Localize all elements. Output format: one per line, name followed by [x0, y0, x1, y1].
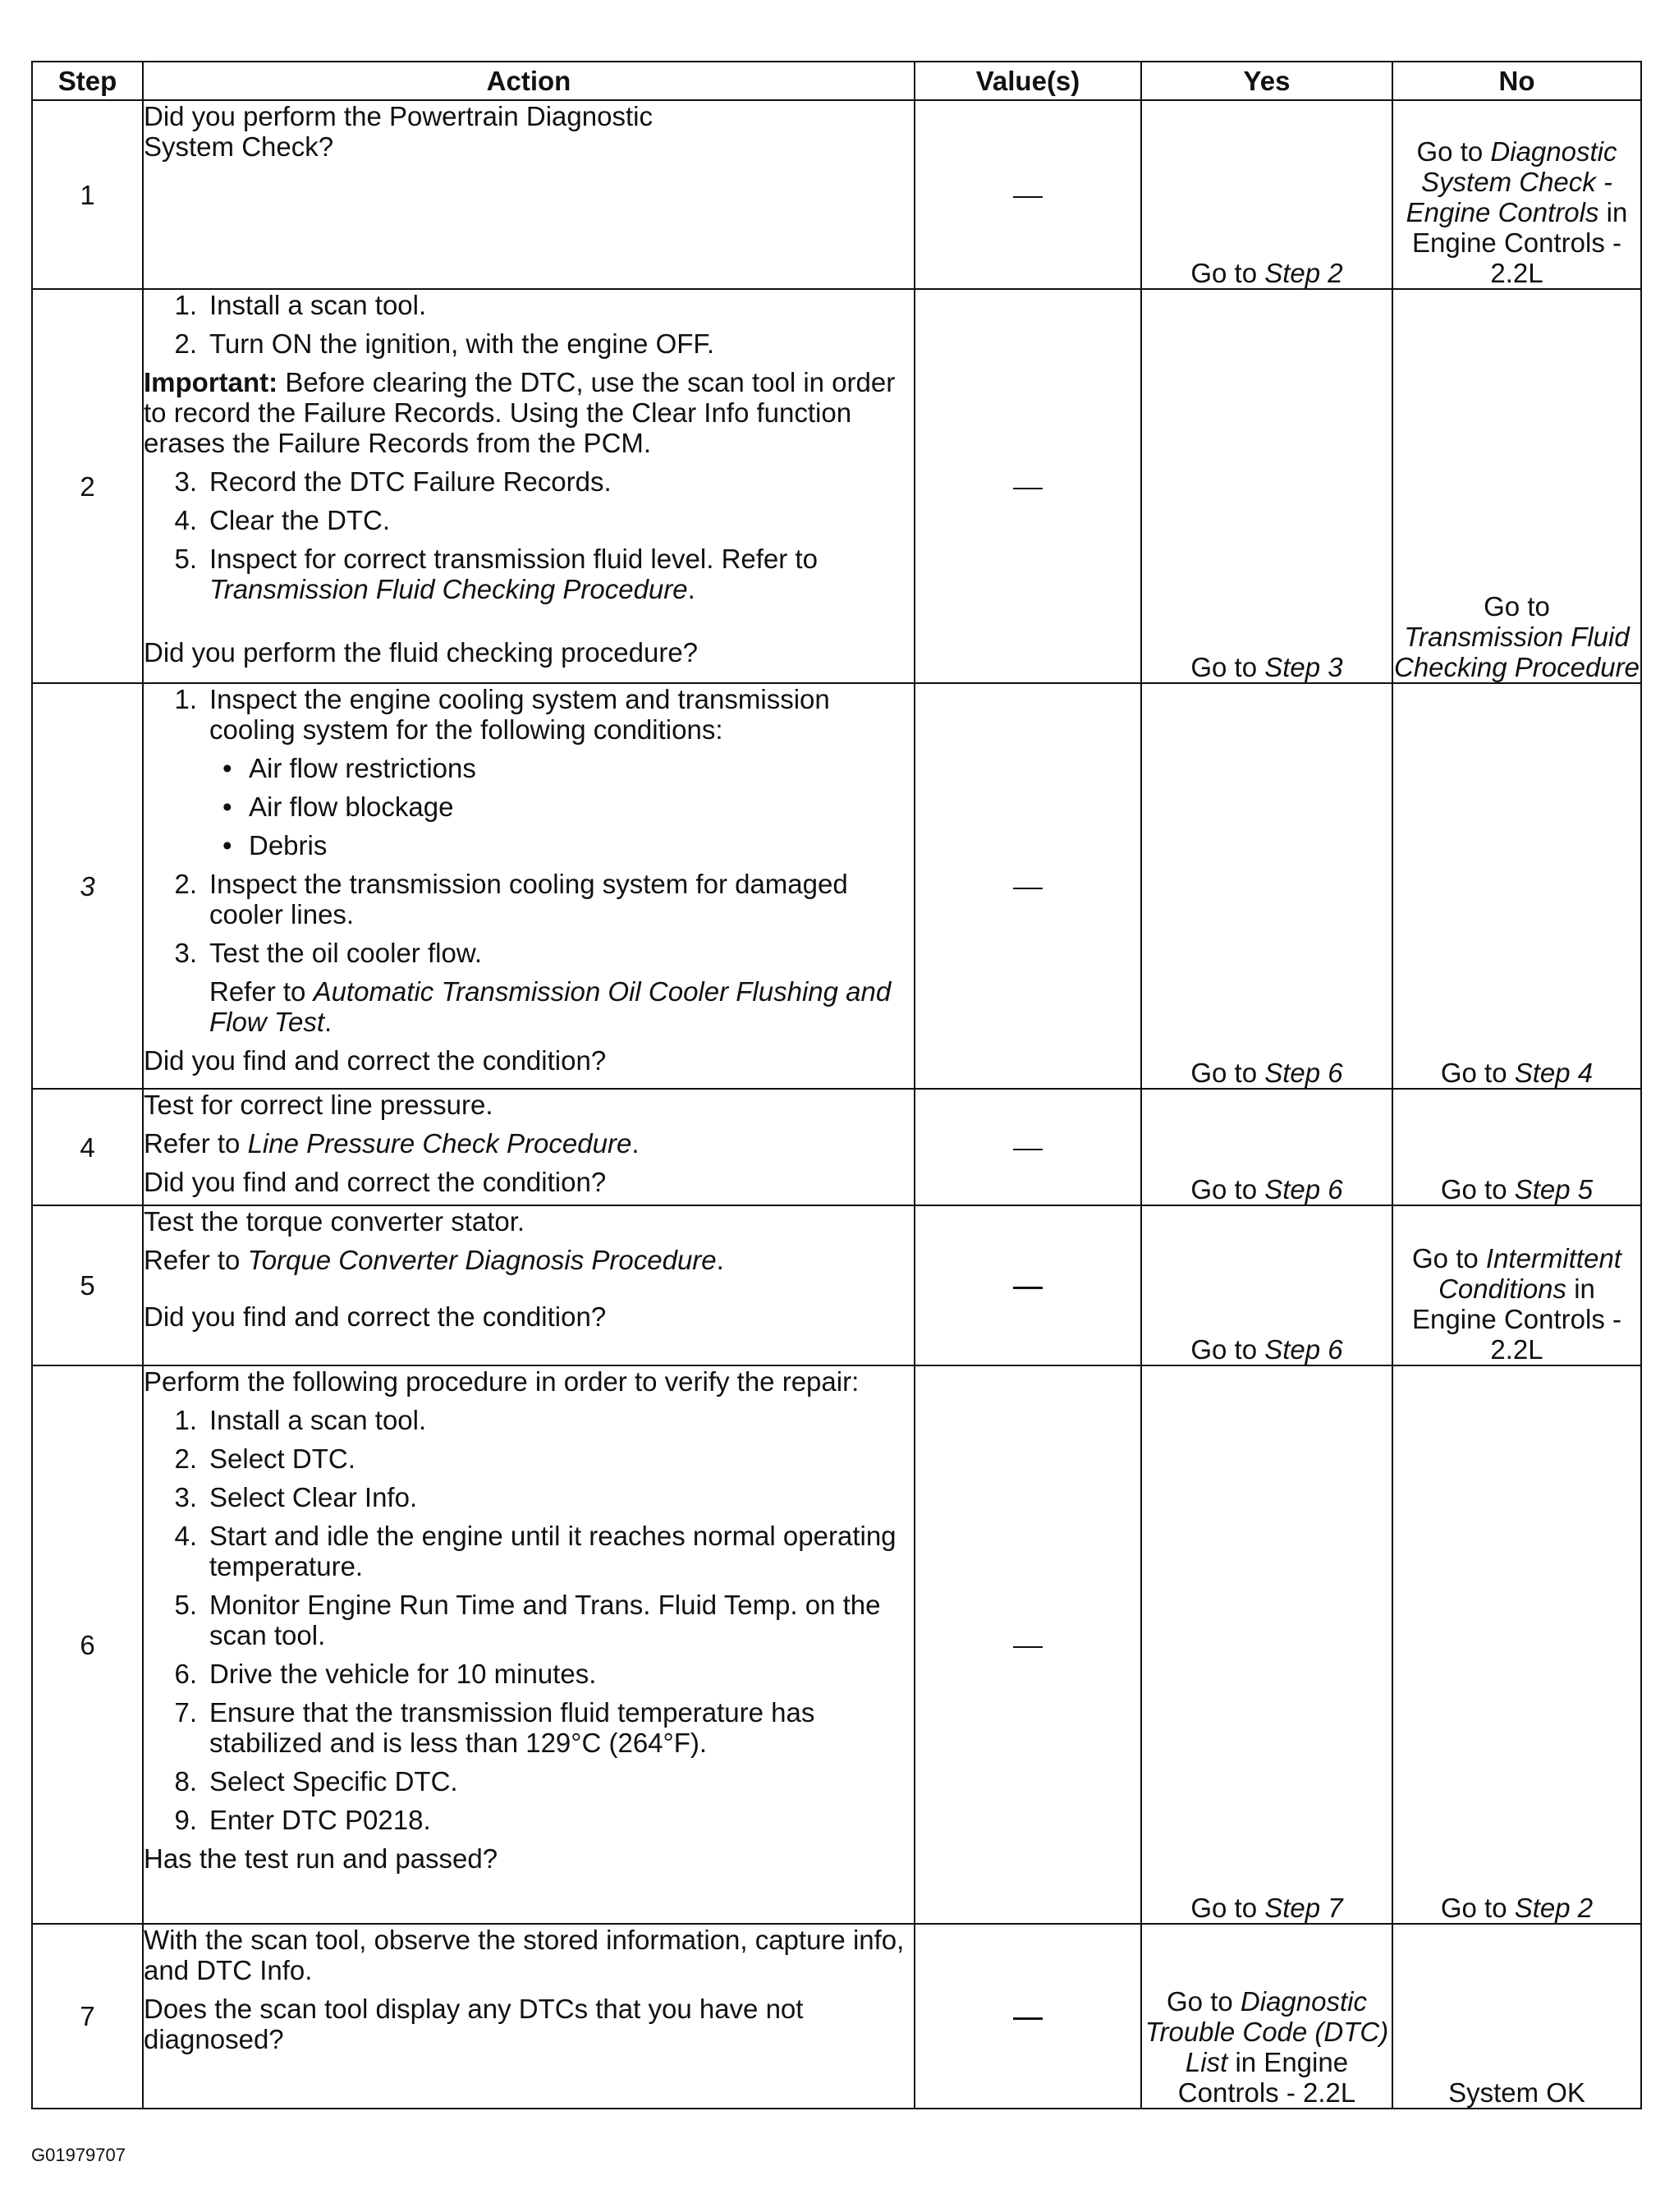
- no-link-fluid-checking-procedure[interactable]: Transmission Fluid Checking Procedure: [1394, 622, 1640, 682]
- item-text: Inspect the engine cooling system and transmission cooling system for the following conditions:: [209, 684, 830, 745]
- table-row-step-6: [32, 1365, 1641, 1924]
- list-item: [144, 1590, 914, 1650]
- procedure-list: [144, 1405, 914, 1835]
- item-number: 4.: [174, 505, 197, 535]
- table-row-step-1: [32, 100, 1641, 289]
- list-item: [144, 1443, 914, 1474]
- action-cell: [143, 289, 915, 683]
- value-dash: [1013, 1149, 1043, 1151]
- refer-line: [144, 976, 914, 1037]
- link-torque-converter-diagnosis[interactable]: Torque Converter Diagnosis Procedure: [247, 1245, 717, 1275]
- bullet-item: • Debris: [144, 830, 914, 860]
- no-cell: [1392, 1365, 1641, 1924]
- yes-prefix: Go to: [1190, 1334, 1265, 1365]
- step-number: 1: [32, 100, 143, 289]
- important-label: Important:: [144, 367, 278, 397]
- yes-suffix: in Engine Controls - 2.2L: [1177, 2047, 1356, 2108]
- item-number: 5.: [174, 544, 197, 574]
- diagnostic-table: [31, 61, 1642, 2109]
- header-yes: Yes: [1141, 62, 1392, 100]
- refer-prefix: Refer to: [144, 1245, 248, 1275]
- action-line: With the scan tool, observe the stored information, capture info, and DTC Info.: [144, 1925, 905, 1985]
- yes-link-step-3[interactable]: Step 3: [1264, 652, 1343, 682]
- yes-link-step-6[interactable]: Step 6: [1264, 1334, 1343, 1365]
- value-cell: [915, 1089, 1141, 1205]
- yes-link-step-6[interactable]: Step 6: [1264, 1058, 1343, 1088]
- action-cell: [143, 1089, 915, 1205]
- step-number: 2: [32, 289, 143, 683]
- item-text: Start and idle the engine until it reaches normal operating temperature.: [209, 1521, 897, 1581]
- value-dash: [1013, 488, 1043, 490]
- yes-prefix: Go to: [1190, 1058, 1265, 1088]
- action-cell: [143, 1924, 915, 2109]
- bullet-list: [144, 753, 914, 860]
- item-number: 8.: [174, 1766, 197, 1797]
- item-text: Turn ON the ignition, with the engine OFF.: [209, 328, 715, 359]
- yes-prefix: Go to: [1190, 652, 1265, 682]
- list-item: [144, 1766, 914, 1797]
- item-text: Enter DTC P0218.: [209, 1805, 431, 1835]
- list-item: [144, 938, 914, 968]
- item-text: Monitor Engine Run Time and Trans. Fluid Temp. on the scan tool.: [209, 1590, 881, 1650]
- value-cell: [915, 289, 1141, 683]
- item-text: Test the oil cooler flow.: [209, 938, 482, 968]
- yes-prefix: Go to: [1167, 1986, 1241, 2017]
- item-number: 3.: [174, 466, 197, 497]
- refer-line: [144, 1245, 914, 1275]
- list-item: [144, 290, 914, 320]
- link-fluid-checking-procedure[interactable]: Transmission Fluid Checking Procedure: [209, 574, 688, 604]
- action-line: Test for correct line pressure.: [144, 1090, 493, 1120]
- value-cell: [915, 1205, 1141, 1365]
- item-number: 1.: [174, 290, 197, 320]
- yes-cell: [1141, 100, 1392, 289]
- action-text: Did you perform the Powertrain Diagnostic System Check?: [144, 101, 653, 162]
- important-note: [144, 367, 914, 458]
- procedure-list: [144, 466, 914, 604]
- item-text: Inspect for correct transmission fluid level. Refer to: [209, 544, 818, 574]
- header-values: Value(s): [915, 62, 1141, 100]
- question: Does the scan tool display any DTCs that you have not diagnosed?: [144, 1994, 804, 2054]
- yes-link-dtc-list[interactable]: Diagnostic Trouble Code (DTC) List: [1144, 1986, 1389, 2077]
- list-item: [144, 466, 914, 497]
- refer-end: .: [324, 1007, 333, 1037]
- yes-prefix: Go to: [1190, 1174, 1265, 1205]
- question: Has the test run and passed?: [144, 1843, 498, 1874]
- no-prefix: Go to: [1416, 136, 1491, 167]
- no-suffix: in Engine Controls - 2.2L: [1412, 1274, 1621, 1365]
- no-link-step-2[interactable]: Step 2: [1514, 1893, 1594, 1923]
- yes-cell: [1141, 683, 1392, 1089]
- table-row-step-3: [32, 683, 1641, 1089]
- item-number: 1.: [174, 684, 197, 714]
- no-cell: [1392, 100, 1641, 289]
- list-item: [144, 1482, 914, 1512]
- yes-cell: [1141, 1089, 1392, 1205]
- no-cell: [1392, 1924, 1641, 2109]
- yes-cell: [1141, 1365, 1392, 1924]
- header-action: Action: [143, 62, 915, 100]
- link-oil-cooler-flushing[interactable]: Automatic Transmission Oil Cooler Flushing and Flow Test: [209, 976, 892, 1037]
- action-cell: [143, 683, 915, 1089]
- procedure-list: [144, 869, 914, 968]
- header-step: Step: [32, 62, 143, 100]
- value-dash: [1013, 888, 1043, 890]
- list-item: [144, 1659, 914, 1689]
- value-dash: [1013, 1287, 1043, 1289]
- question: Did you perform the fluid checking procedure?: [144, 637, 699, 668]
- figure-id: G01979707: [31, 2145, 126, 2165]
- step-number: 6: [32, 1365, 143, 1924]
- table-row-step-4: [32, 1089, 1641, 1205]
- item-end: .: [687, 574, 695, 604]
- step-number: 5: [32, 1205, 143, 1365]
- item-text: Record the DTC Failure Records.: [209, 466, 612, 497]
- no-cell: [1392, 1205, 1641, 1365]
- no-prefix: Go to: [1484, 591, 1550, 622]
- value-cell: [915, 1924, 1141, 2109]
- action-line: Test the torque converter stator.: [144, 1206, 525, 1237]
- table-row-step-7: [32, 1924, 1641, 2109]
- no-link-diagnostic-system-check[interactable]: Diagnostic System Check - Engine Controls: [1406, 136, 1617, 227]
- item-number: 3.: [174, 938, 197, 968]
- value-cell: [915, 683, 1141, 1089]
- list-item: [144, 505, 914, 535]
- item-number: 7.: [174, 1697, 197, 1728]
- list-item: [144, 1805, 914, 1835]
- yes-prefix: Go to: [1190, 1893, 1265, 1923]
- yes-link-step-7[interactable]: Step 7: [1264, 1893, 1343, 1923]
- item-number: 2.: [174, 1443, 197, 1474]
- table-row-step-5: [32, 1205, 1641, 1365]
- question: Did you find and correct the condition?: [144, 1045, 607, 1076]
- no-cell: [1392, 683, 1641, 1089]
- header-row: [32, 62, 1641, 100]
- no-prefix: Go to: [1440, 1893, 1515, 1923]
- value-dash: [1013, 196, 1043, 199]
- step-number: 7: [32, 1924, 143, 2109]
- refer-prefix: Refer to: [209, 976, 314, 1007]
- no-cell: [1392, 1089, 1641, 1205]
- item-number: 6.: [174, 1659, 197, 1689]
- procedure-list: [144, 290, 914, 359]
- no-suffix: in Engine Controls - 2.2L: [1412, 197, 1628, 288]
- refer-line: [144, 1128, 914, 1159]
- header-no: No: [1392, 62, 1641, 100]
- no-link-intermittent-conditions[interactable]: Intermittent Conditions: [1438, 1243, 1621, 1304]
- value-cell: [915, 1365, 1141, 1924]
- yes-link-step-2[interactable]: Step 2: [1264, 258, 1343, 288]
- item-number: 1.: [174, 1405, 197, 1435]
- procedure-list: [144, 684, 914, 745]
- no-prefix: Go to: [1440, 1058, 1515, 1088]
- list-item: [144, 328, 914, 359]
- value-cell: [915, 100, 1141, 289]
- important-text: Before clearing the DTC, use the scan tool in order to record the Failure Records. Using the Clear Info function erases the Failure Records from the PCM.: [144, 367, 896, 458]
- yes-cell: [1141, 1924, 1392, 2109]
- list-item: [144, 544, 914, 604]
- refer-prefix: Refer to: [144, 1128, 248, 1159]
- intro: Perform the following procedure in order to verify the repair:: [144, 1366, 860, 1397]
- no-prefix: Go to: [1440, 1174, 1515, 1205]
- step-number: 4: [32, 1089, 143, 1205]
- no-prefix: Go to: [1412, 1243, 1486, 1274]
- item-text: Install a scan tool.: [209, 290, 427, 320]
- value-dash: [1013, 1646, 1043, 1649]
- bullet-item: • Air flow blockage: [144, 792, 914, 822]
- item-text: Select Clear Info.: [209, 1482, 418, 1512]
- item-number: 2.: [174, 869, 197, 899]
- item-text: Install a scan tool.: [209, 1405, 427, 1435]
- item-number: 2.: [174, 328, 197, 359]
- refer-end: .: [716, 1245, 724, 1275]
- item-text: Drive the vehicle for 10 minutes.: [209, 1659, 597, 1689]
- list-item: [144, 1405, 914, 1435]
- no-cell: [1392, 289, 1641, 683]
- item-number: 5.: [174, 1590, 197, 1620]
- list-item: [144, 1521, 914, 1581]
- item-number: 4.: [174, 1521, 197, 1551]
- list-item: [144, 869, 914, 929]
- item-text: Select Specific DTC.: [209, 1766, 458, 1797]
- value-dash: [1013, 2017, 1043, 2020]
- question: Did you find and correct the condition?: [144, 1167, 607, 1197]
- refer-end: .: [631, 1128, 640, 1159]
- yes-cell: [1141, 1205, 1392, 1365]
- list-item: [144, 1697, 914, 1758]
- step-number: 3: [32, 683, 143, 1089]
- list-item: [144, 684, 914, 745]
- spacer: [144, 1283, 914, 1301]
- action-cell: [143, 1205, 915, 1365]
- question: Did you find and correct the condition?: [144, 1301, 607, 1332]
- item-text: Ensure that the transmission fluid temperature has stabilized and is less than 129°C (264°F).: [209, 1697, 815, 1758]
- spacer: [144, 613, 914, 637]
- item-text: Select DTC.: [209, 1443, 355, 1474]
- yes-link-step-6[interactable]: Step 6: [1264, 1174, 1343, 1205]
- no-link-step-4[interactable]: Step 4: [1514, 1058, 1594, 1088]
- item-number: 3.: [174, 1482, 197, 1512]
- action-cell: [143, 100, 915, 289]
- item-text: Inspect the transmission cooling system for damaged cooler lines.: [209, 869, 848, 929]
- action-cell: [143, 1365, 915, 1924]
- yes-prefix: Go to: [1190, 258, 1265, 288]
- yes-cell: [1141, 289, 1392, 683]
- item-text: Clear the DTC.: [209, 505, 391, 535]
- item-number: 9.: [174, 1805, 197, 1835]
- table-row-step-2: [32, 289, 1641, 683]
- bullet-item: • Air flow restrictions: [144, 753, 914, 783]
- no-text: System OK: [1448, 2077, 1585, 2108]
- no-link-step-5[interactable]: Step 5: [1514, 1174, 1594, 1205]
- link-line-pressure-check[interactable]: Line Pressure Check Procedure: [247, 1128, 632, 1159]
